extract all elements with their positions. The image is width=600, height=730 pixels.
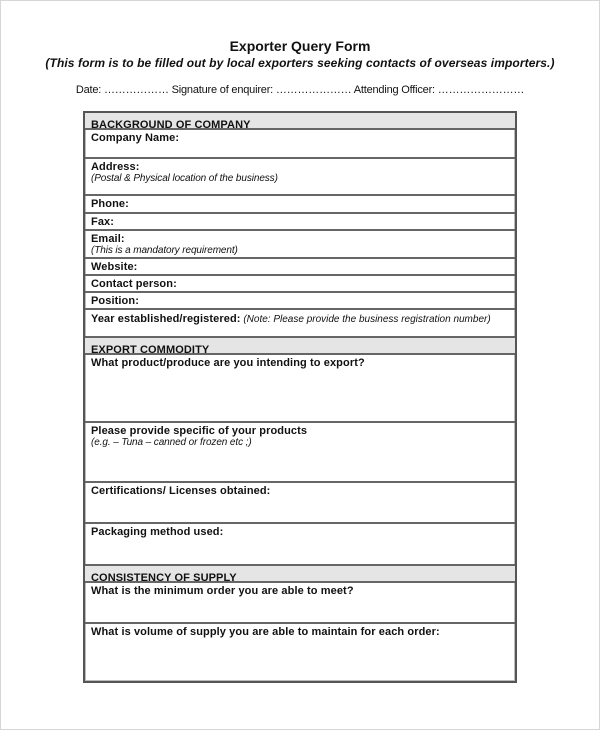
form-subtitle: (This form is to be filled out by local exporters seeking contacts of overseas importers.) bbox=[45, 56, 555, 70]
query-form-table bbox=[83, 111, 517, 683]
field-product-to-export[interactable]: What product/produce are you intending to export? bbox=[85, 355, 515, 423]
product-specifics-note: (e.g. – Tuna – canned or frozen etc ;) bbox=[91, 437, 252, 448]
field-position[interactable]: Position: bbox=[85, 293, 515, 310]
field-supply-volume[interactable]: What is volume of supply you are able to maintain for each order: bbox=[91, 626, 440, 638]
field-email[interactable]: Email: (This is a mandatory requirement) bbox=[85, 231, 515, 259]
email-note: (This is a mandatory requirement) bbox=[91, 245, 238, 256]
form-title: Exporter Query Form bbox=[229, 38, 371, 54]
field-packaging-method[interactable]: Packaging method used: bbox=[85, 524, 515, 566]
registration-number-note: (Note: Please provide the business registration number) bbox=[240, 314, 491, 325]
address-note: (Postal & Physical location of the business) bbox=[91, 173, 278, 184]
field-website[interactable]: Website: bbox=[85, 259, 515, 276]
field-contact-person[interactable]: Contact person: bbox=[85, 276, 515, 293]
field-product-specifics[interactable]: Please provide specific of your products (e.g. – Tuna – canned or frozen etc ;) bbox=[85, 423, 515, 483]
date-signature-officer-line[interactable]: Date: ……………… Signature of enquirer: ………………… Attending Officer: …………………… bbox=[75, 84, 525, 96]
field-fax[interactable]: Fax: bbox=[85, 214, 515, 231]
section-header-export-commodity: EXPORT COMMODITY bbox=[85, 338, 515, 355]
field-year-established[interactable]: Year established/registered: (Note: Please provide the business registration number) bbox=[85, 310, 515, 338]
field-minimum-order[interactable]: What is the minimum order you are able to meet? bbox=[85, 583, 515, 624]
field-address[interactable]: Address: (Postal & Physical location of the business) bbox=[85, 159, 515, 196]
field-company-name[interactable]: Company Name: bbox=[85, 130, 515, 159]
section-header-background: BACKGROUND OF COMPANY bbox=[85, 113, 515, 130]
field-phone[interactable]: Phone: bbox=[85, 196, 515, 214]
section-header-consistency-of-supply: CONSISTENCY OF SUPPLY bbox=[85, 566, 515, 583]
field-certifications[interactable]: Certifications/ Licenses obtained: bbox=[85, 483, 515, 524]
